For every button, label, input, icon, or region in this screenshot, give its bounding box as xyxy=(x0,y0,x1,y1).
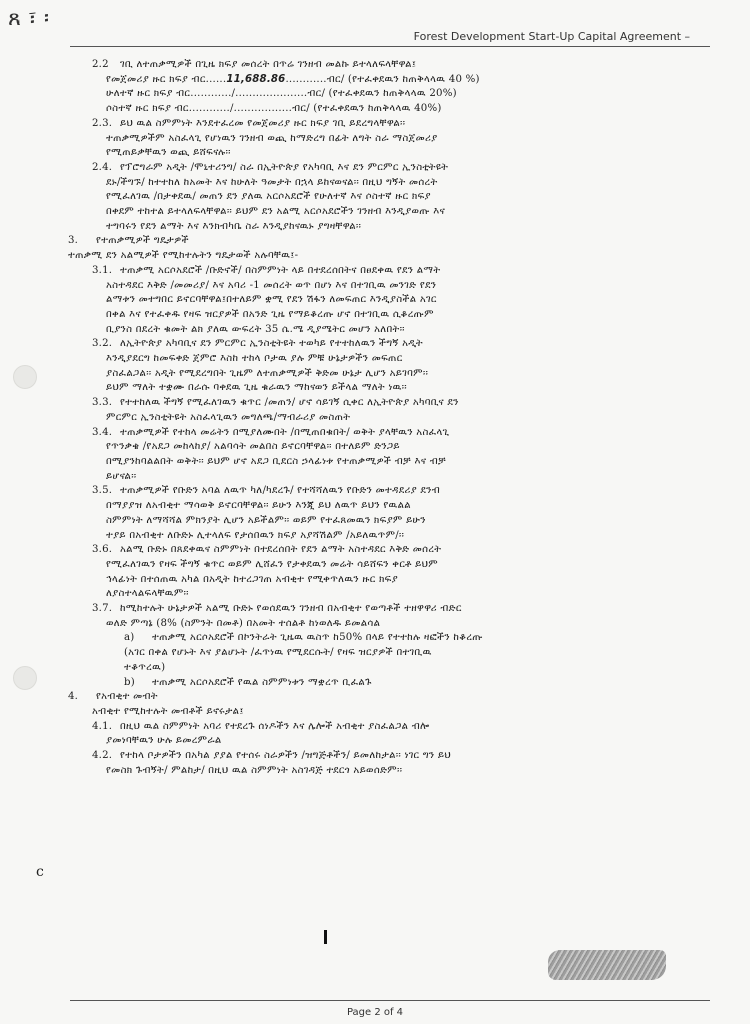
document-line xyxy=(68,587,693,602)
line-text: የአብቂተ መብት xyxy=(96,691,158,703)
punch-hole-bottom xyxy=(13,666,37,690)
clause-number: a) xyxy=(124,632,135,644)
document-line xyxy=(68,146,693,161)
document-line xyxy=(68,205,693,220)
line-text: የተጠቃሚዎች ግዴታዎች xyxy=(96,235,189,247)
line-text: ቢያንስ በደረት ቁመት ልክ ያለዉ ውፍረት 35 ሴ.ሜ ዲያሜትር መሆን አለበት፡፡ xyxy=(106,323,405,335)
line-text: የሚፈለገዉን የዛፍ ችግኝ ቁጥር ወይም ሊሸፈን የታቀደዉን መሬት ሳይሸፍን ቀርቶ ይህም xyxy=(106,558,438,570)
line-text: ተጠቃሚ አርሶአደሮች በኮንትራት ጊዜዉ ዉስጥ ከ50% በላይ የተተከሉ ዛፎችን ከቆረጡ xyxy=(152,632,483,644)
line-text: ምርምር ኢንስቲትዩት አስፈላጊዉን መግለጫ/ማብራሪያ መስጠት xyxy=(106,411,351,423)
footer-rule xyxy=(70,1000,710,1001)
clause-number: 4.1. xyxy=(92,720,113,732)
line-text: ደኑ/ችግኙ/ ከተተከለ ከአመት እና ከሁለት ዓመታት በኋላ ይከናወናል፡፡ በዚህ ግኝት መሰረት xyxy=(106,176,438,188)
line-text: (አገር በቀል የሆኑት እና ያልሆኑት /ፈጥነዉ የሚደርሱት/ የዛፍ ዝርያዎች በተገቢዉ xyxy=(124,647,432,659)
clause-number: 3.3. xyxy=(92,397,113,409)
line-text: በቀል እና የተፈቀዱ የዛፍ ዝርያዎች በአንድ ጊዜ የማይቆረጡ ሆኖ በተገቢዉ ሲቆረጡም xyxy=(106,308,434,320)
document-line xyxy=(68,749,693,764)
line-text: ይህ ዉል ስምምነት እንደተፈረመ የመጀመሪያ ዙር ክፍያ ገቢ ይደረግላቸዋል፡፡ xyxy=(120,117,406,129)
clause-number: 3.5. xyxy=(92,485,113,497)
line-text: ያስፈልጋል፡፡ አዲት የሚደረግበት ጊዜም ለተጠቃሚዎች ቅድመ ሁኔታ ሊሆን አይገባም፡፡ xyxy=(106,367,429,379)
document-line xyxy=(68,764,693,779)
ink-scribble xyxy=(548,950,666,980)
line-text: ስምምነት ለማሻሻል ምክንያት ሊሆን አይችልም፡፡ ወይም የተፈጸመዉን ክፍያም ይሁን xyxy=(106,514,426,526)
line-text: ተጠቃሚዎች የተከላ መሬትን በሚያለሙበት /በሚጠበቁበት/ ወቅት ያላቸዉን አስፈላጊ xyxy=(120,426,450,438)
document-line xyxy=(68,543,693,558)
line-text: የመጀመሪያ ዙር ክፍያ ብር...... xyxy=(106,73,227,85)
document-line xyxy=(68,470,693,485)
document-line xyxy=(68,308,693,323)
line-text: ለኢትዮጵያ አካባቢና ደን ምርምር ኢንስቲትዩት ተወካይ የተተከለዉን ችግኝ አዲት xyxy=(120,338,423,350)
handwritten-amount: 11,688.86 xyxy=(226,73,286,85)
document-line xyxy=(68,337,693,352)
document-line xyxy=(68,573,693,588)
document-line xyxy=(68,690,693,705)
line-text: የፕሮግራም አዲት /ሞኒተሪንግ/ ስራ በኢትዮጵያ የአካባቢ እና ደን ምርምር ኢንስቲትዩት xyxy=(120,161,449,173)
document-line xyxy=(68,661,693,676)
document-line xyxy=(68,132,693,147)
clause-number: 2.2 xyxy=(92,59,109,70)
line-text: የሚፈለገዉ /በታቀደዉ/ መጠን ደን ያለዉ አርሶአደሮች የሁለተኛ እና ሶስተኛ ዙር ክፍያ xyxy=(106,191,431,203)
margin-mark: c xyxy=(36,864,44,880)
line-text: ያመነባቸዉን ሁሉ ይመረምራል xyxy=(106,735,222,747)
document-line xyxy=(68,279,693,294)
line-text: ተጠቃሚ ደን አልሚዎች የሚከተሉትን ግዴታወች አሉባቸዉ፤- xyxy=(68,250,299,262)
line-text: ገቢ ለተጠቃሚዎች በጊዜ ክፍያ መሰረት በጥሬ ገንዘብ መልኩ ይተላለፍላቸዋል፤ xyxy=(120,59,417,70)
header-title: Forest Development Start-Up Capital Agreement – xyxy=(413,30,690,43)
line-text: ሁለተኛ ዙር ክፍያ ብር............/.....................ብር/ (የተፈቀደዉን ከጠቅላላዉ 20%) xyxy=(106,88,457,100)
document-line xyxy=(68,58,693,73)
document-line xyxy=(68,529,693,544)
line-text: ሶስተኛ ዙር ክፍያ ብር............/.................ብር/ (የተፈቀደዉን ከጠቅላላዉ 40%) xyxy=(106,103,442,115)
document-line xyxy=(68,396,693,411)
clause-number: 3. xyxy=(68,235,79,247)
line-text: ይህም ማለት ተቋሙ በራሱ ባቀደዉ ጊዜ ቁራዉን ማከናወን ይችላል ማለት ነዉ፡፡ xyxy=(106,382,407,394)
clause-number: 3.6. xyxy=(92,544,113,556)
document-line xyxy=(68,264,693,279)
line-text: ይሆናል፡፡ xyxy=(106,470,137,482)
document-line xyxy=(68,367,693,382)
line-text: ተግባሩን የደን ልማት እና እንክብካቤ ስራ እንዲያከናዉኑ ያግዛቸዋል፡፡ xyxy=(106,220,362,232)
document-line xyxy=(68,734,693,749)
document-line xyxy=(68,484,693,499)
document-line xyxy=(68,705,693,720)
clause-number: 2.3. xyxy=(92,117,113,129)
line-text: ተቆጥረዉ) xyxy=(124,661,166,673)
line-text: የመስክ ጉብኝት/ ምልከታ/ በዚህ ዉል ስምምነት አስገዳጅ ተደርጎ አይወሰድም፡፡ xyxy=(106,764,403,776)
line-text-continued: ............ብር/ (የተፈቀደዉን ከጠቅላላዉ 40 %) xyxy=(285,73,480,85)
line-text: ከሚከተሉት ሁኔታዎች አልሚ ቡድኑ የወሰደዉን ገንዘብ በአብቂተ የወጣቶች ተዘዋዋሪ ብድር xyxy=(120,603,462,615)
document-line xyxy=(68,293,693,308)
document-line xyxy=(68,352,693,367)
line-text: የተተከለዉ ችግኝ የሚፈለገዉን ቁጥር /መጠን/ ሆኖ ሳይገኝ ሲቀር ለኢትዮጵያ አካባቢና ደን xyxy=(120,397,459,409)
document-line xyxy=(68,323,693,338)
line-text: ለያስተላልፍላቸዉም፡፡ xyxy=(106,588,189,600)
line-text: እንዲያደርግ ከመፍቀድ ጀምሮ እስከ ተከላ ቦታዉ ያሉ ምቹ ሁኔታዎችን መፍጠር xyxy=(106,353,403,365)
document-line xyxy=(68,176,693,191)
line-text: ኅላፊነት በተሰጠዉ አካል በአዲት ከተረጋገጠ አብቂተ የሚቀጥለዉን ዙር ክፍያ xyxy=(106,573,398,585)
line-text: ተጠቃሚዎችም አስፈላጊ የሆነዉን ገንዘብ ወጪ ከማድረግ በፊት ለግት ስራ ማስጀመሪያ xyxy=(106,132,438,144)
clause-number: 4. xyxy=(68,691,79,703)
signature-mark xyxy=(324,930,327,944)
document-line xyxy=(68,381,693,396)
clause-number: 3.7. xyxy=(92,603,113,615)
document-line xyxy=(68,411,693,426)
document-line xyxy=(68,676,693,691)
punch-hole-top xyxy=(13,365,37,389)
page-number: Page 2 of 4 xyxy=(346,1007,404,1018)
line-text: አልሚ ቡድኑ በጸደቀዉና ስምምነት በተደረሰበት የደን ልማት አስተዳደር እቅድ መሰረት xyxy=(120,544,442,556)
clause-number: 3.1. xyxy=(92,264,113,276)
line-text: ተጠቃሚዎች የቡድን አባል ለዉጥ ካለ/ካደረጉ/ የተሻሻለዉን የቡድን መተዳደሪያ ደንብ xyxy=(120,485,440,497)
line-text: በሚያንከባልልበት ወቅት፡፡ ይህም ሆኖ አደጋ ቢደርስ ኃላፊነቱ የተጠቃሚዎች ብቻ እና ብቻ xyxy=(106,455,446,467)
document-line xyxy=(68,190,693,205)
document-line xyxy=(68,87,693,102)
line-text: ተጠቃሚ አርሶአደሮች የዉል ስምምነቱን ማቋረጥ ቢፈልጉ xyxy=(152,676,372,688)
line-text: ተጠቃሚ አርሶአደሮች /ቡድኖች/ በስምምነት ላይ በተደረሰበትና በፀደቀዉ የደን ልማት xyxy=(120,264,441,276)
document-line xyxy=(68,455,693,470)
document-line xyxy=(68,617,693,632)
clause-number: 4.2. xyxy=(92,750,113,762)
clause-number: 3.2. xyxy=(92,338,113,350)
document-line xyxy=(68,602,693,617)
clause-number: b) xyxy=(124,676,135,688)
line-text: በዚህ ዉል ስምምነት አባሪ የተደረጉ ሰነዶችን እና ሌሎች አብቂተ ያስፈልጋል ብሎ xyxy=(120,720,430,732)
line-text: ተያይ በአብቂተ ለቡድኑ ሊተላለፍ የታሰበዉን ክፍያ አያሻሽልም /አይለዉጥም/፡፡ xyxy=(106,529,405,541)
line-text: በማያያዝ ለአብቂተ ማሳወቅ ይኖርባቸዋል፡፡ ይሁን እንጂ ይህ ለዉጥ ይህን የዉልል xyxy=(106,500,411,512)
corner-handwriting: ጸ ፣ ፡ xyxy=(8,6,50,31)
document-line xyxy=(68,440,693,455)
document-line xyxy=(68,102,693,117)
clause-number: 3.4. xyxy=(92,426,113,438)
document-line xyxy=(68,514,693,529)
line-text: ወለድ ምጣኔ (8% (ስምንት በመቶ) በአመት ተሰልቶ ከነወለዱ ይመልሳል xyxy=(106,617,381,629)
document-line xyxy=(68,220,693,235)
document-line xyxy=(68,234,693,249)
line-text: አስተዳደር እቅድ /መመሪያ/ እና አባሪ -1 መሰረት ወጥ በሆነ እና በተገቢዉ መንገድ የደን xyxy=(106,279,437,291)
document-line xyxy=(68,117,693,132)
document-line xyxy=(68,720,693,735)
document-line xyxy=(68,499,693,514)
document-line xyxy=(68,249,693,264)
document-line xyxy=(68,558,693,573)
line-text: የሚጠይቃቸዉን ወጪ ይሸፍናሉ፡፡ xyxy=(106,147,231,159)
line-text: ልማቱን መተግበር ይኖርባቸዋል፤በተለይም ቋሚ የደን ሽፋን ለመፍጠር እንዲያስችል አገር xyxy=(106,294,437,306)
clause-number: 2.4. xyxy=(92,161,113,173)
document-line xyxy=(68,73,693,88)
document-body xyxy=(68,58,693,778)
document-line xyxy=(68,631,693,646)
line-text: በቀደም ተከተል ይተላለፍላቸዋል፡፡ ይህም ደን አልሚ አርሶአደሮችን ገንዘብ እንዲያወጡ እና xyxy=(106,206,446,218)
line-text: የጥንቃቄ /የአደጋ መከላከያ/ አልባሳት መልበስ ይኖርባቸዋል፡፡ በተለይም ድንጋይ xyxy=(106,441,400,453)
header-rule xyxy=(70,46,710,47)
line-text: አብቂተ የሚከተሉት መብቶች ይኖሩታል፤ xyxy=(92,705,244,717)
document-line xyxy=(68,161,693,176)
document-line xyxy=(68,426,693,441)
document-line xyxy=(68,646,693,661)
line-text: የተከላ ቦታዎችን በአካል ያያል የተሰሩ ስራዎችን /ዝግጅቶችን/ ይመለከታል፡፡ ነገር ግን ይህ xyxy=(120,750,452,762)
